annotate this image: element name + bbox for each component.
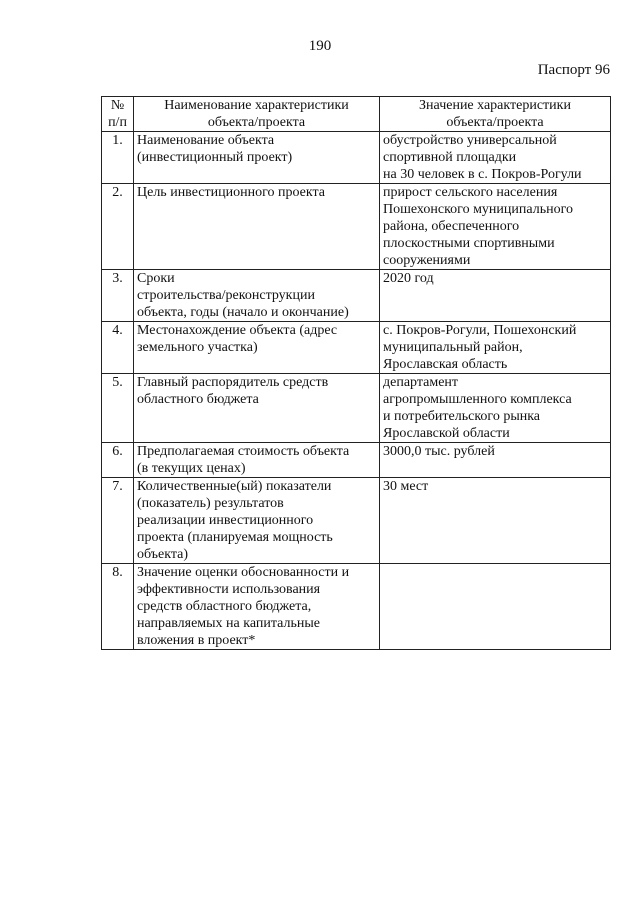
row-number: 5.	[102, 374, 134, 443]
row-value: обустройство универсальной спортивной площадки на 30 человек в с. Покров-Рогули	[380, 132, 611, 184]
row-number: 1.	[102, 132, 134, 184]
row-value: департамент агропромышленного комплекса и потребительского рынка Ярославской области	[380, 374, 611, 443]
table-header-row	[102, 97, 611, 132]
page-number: 190	[308, 38, 332, 54]
row-characteristic: Предполагаемая стоимость объекта (в текущих ценах)	[134, 443, 380, 478]
table-row	[102, 184, 611, 270]
row-number: 2.	[102, 184, 134, 270]
table-row	[102, 443, 611, 478]
table-row	[102, 564, 611, 650]
row-number: 8.	[102, 564, 134, 650]
table-row	[102, 374, 611, 443]
table-row	[102, 132, 611, 184]
column-header-value: Значение характеристики объекта/проекта	[380, 97, 611, 132]
passport-table	[101, 96, 611, 650]
row-value: 2020 год	[380, 270, 611, 322]
row-value: 30 мест	[380, 478, 611, 564]
column-header-number: № п/п	[102, 97, 134, 132]
row-characteristic: Цель инвестиционного проекта	[134, 184, 380, 270]
table-row	[102, 270, 611, 322]
row-number: 6.	[102, 443, 134, 478]
row-characteristic: Главный распорядитель средств областного бюджета	[134, 374, 380, 443]
table-row	[102, 322, 611, 374]
row-characteristic: Местонахождение объекта (адрес земельного участка)	[134, 322, 380, 374]
row-characteristic: Значение оценки обоснованности и эффективности использования средств областного бюджета, направляемых на капитальные вложения в проект*	[134, 564, 380, 650]
column-header-characteristic: Наименование характеристики объекта/проекта	[134, 97, 380, 132]
passport-label: Паспорт 96	[537, 62, 610, 78]
row-characteristic: Сроки строительства/реконструкции объекта, годы (начало и окончание)	[134, 270, 380, 322]
row-number: 3.	[102, 270, 134, 322]
row-value	[380, 564, 611, 650]
row-number: 4.	[102, 322, 134, 374]
row-number: 7.	[102, 478, 134, 564]
row-characteristic: Наименование объекта (инвестиционный проект)	[134, 132, 380, 184]
row-value: с. Покров-Рогули, Пошехонский муниципальный район, Ярославская область	[380, 322, 611, 374]
row-characteristic: Количественные(ый) показатели (показатель) результатов реализации инвестиционного проекта (планируемая мощность объекта)	[134, 478, 380, 564]
table-row	[102, 478, 611, 564]
row-value: 3000,0 тыс. рублей	[380, 443, 611, 478]
row-value: прирост сельского населения Пошехонского муниципального района, обеспеченного плоскостными спортивными сооружениями	[380, 184, 611, 270]
